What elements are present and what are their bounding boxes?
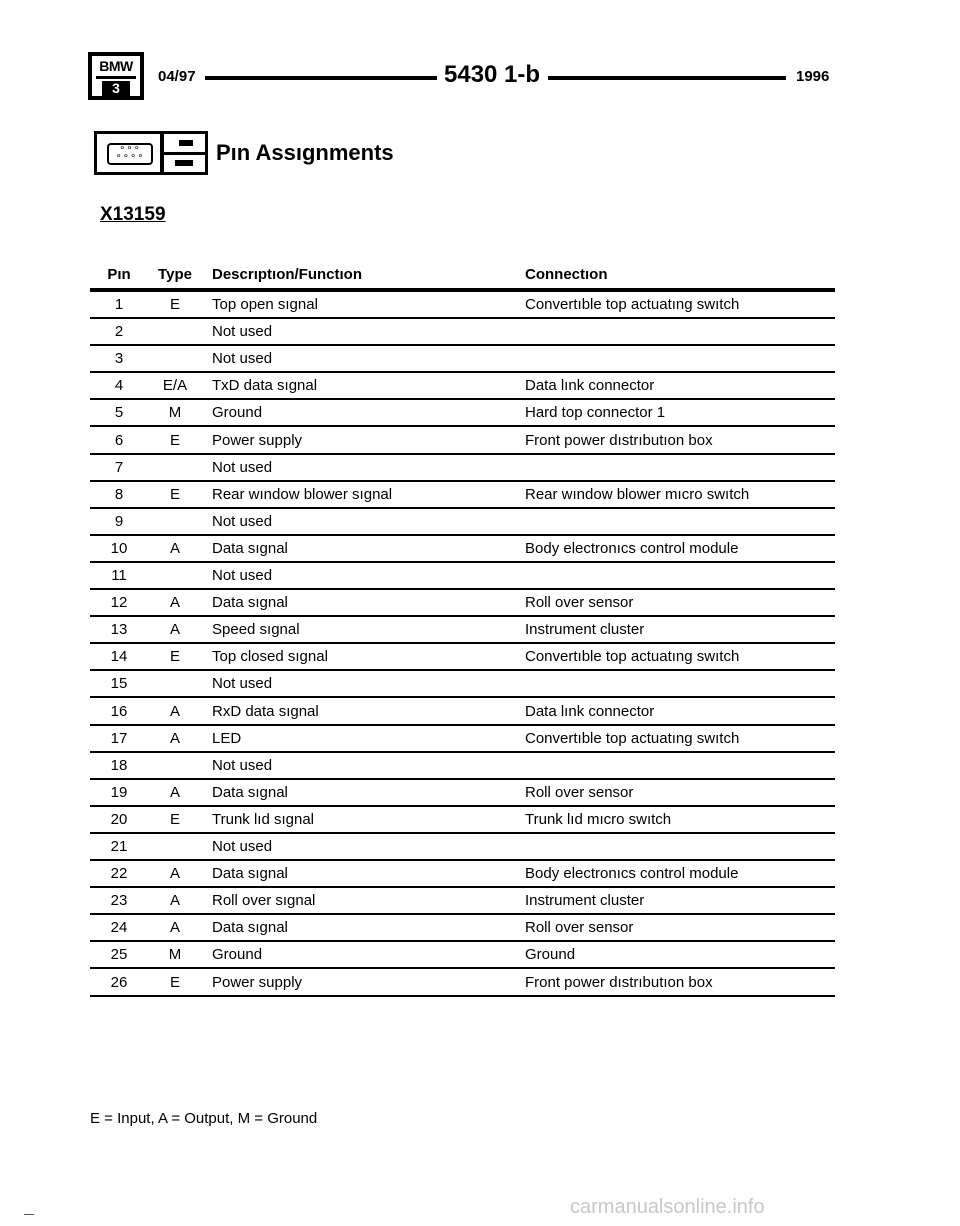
cell-description: Data sıgnal xyxy=(212,594,288,612)
cell-description: Not used xyxy=(212,458,273,476)
logo-brand-text: BMW xyxy=(99,58,133,74)
cell-pin: 1 xyxy=(114,296,124,313)
column-header-connection: Connectıon xyxy=(525,266,608,283)
header-year: 1996 xyxy=(796,68,830,85)
cell-connection: Ground xyxy=(525,946,576,964)
table-row xyxy=(90,834,835,861)
cell-description: Not used xyxy=(212,350,273,368)
cell-description: Ground xyxy=(212,946,263,964)
cell-pin: 12 xyxy=(110,594,128,612)
cell-type: E xyxy=(169,485,180,503)
cell-pin: 17 xyxy=(110,729,128,747)
watermark: carmanualsonline.info xyxy=(570,1196,765,1218)
cell-description: Not used xyxy=(212,756,273,774)
cell-description: Power supply xyxy=(212,431,303,449)
cell-type: A xyxy=(169,539,180,557)
cell-connection: Roll over sensor xyxy=(525,594,634,612)
header-rule-left xyxy=(205,76,437,80)
cell-pin: 9 xyxy=(114,512,124,530)
cell-connection: Convertıble top actuatıng swıtch xyxy=(525,729,740,747)
table-row xyxy=(90,970,835,997)
table-row xyxy=(90,780,835,807)
cell-type: A xyxy=(169,621,180,639)
cell-pin: 7 xyxy=(114,458,124,476)
cell-type: E xyxy=(169,973,180,991)
cell-pin: 3 xyxy=(114,350,124,368)
cell-pin: 21 xyxy=(110,838,128,855)
table-row xyxy=(90,373,835,400)
cell-pin: 19 xyxy=(110,783,128,801)
table-row xyxy=(90,888,835,915)
cell-pin: 10 xyxy=(110,539,128,557)
cell-connection: Hard top connector 1 xyxy=(525,404,666,422)
table-row xyxy=(90,644,835,671)
pin-arrow-out-icon xyxy=(179,140,193,146)
table-row xyxy=(90,807,835,834)
table-row xyxy=(90,428,835,455)
cell-connection: Convertıble top actuatıng swıtch xyxy=(525,296,740,313)
cell-type: A xyxy=(169,594,180,612)
cell-description: Ground xyxy=(212,404,263,422)
table-row xyxy=(90,915,835,942)
cell-type: A xyxy=(169,865,180,883)
cell-description: Data sıgnal xyxy=(212,783,288,801)
header-rule-right xyxy=(548,76,786,80)
cell-pin: 25 xyxy=(110,946,128,964)
table-row xyxy=(90,753,835,780)
pin-direction-icon xyxy=(160,131,208,175)
cell-connection: Rear wındow blower mıcro swıtch xyxy=(525,485,750,503)
table-row xyxy=(90,292,835,319)
column-header-description: Descrıptıon/Functıon xyxy=(212,266,362,283)
logo-divider xyxy=(96,76,136,79)
cell-type: E xyxy=(169,296,180,313)
cell-connection: Trunk lıd mıcro swıtch xyxy=(525,810,672,828)
row-rule xyxy=(90,995,835,997)
cell-description: Not used xyxy=(212,567,273,584)
cell-connection: Front power dıstrıbutıon box xyxy=(525,973,713,991)
cell-description: Data sıgnal xyxy=(212,919,288,937)
section-title: Pın Assıgnments xyxy=(216,140,394,165)
cell-description: Data sıgnal xyxy=(212,865,288,883)
cell-connection: Roll over sensor xyxy=(525,783,634,801)
cell-description: Not used xyxy=(212,512,273,530)
cell-connection: Body electronıcs control module xyxy=(525,865,739,883)
cell-pin: 11 xyxy=(111,567,127,584)
cell-pin: 5 xyxy=(114,404,124,422)
column-header-pin: Pın xyxy=(107,266,131,283)
table-row xyxy=(90,400,835,427)
cell-type: E/A xyxy=(162,377,188,395)
cell-type: M xyxy=(168,404,182,422)
pin-icon-divider xyxy=(163,152,205,155)
column-header-type: Type xyxy=(158,266,192,283)
cell-description: Rear wındow blower sıgnal xyxy=(212,485,393,503)
cell-type: A xyxy=(169,702,180,720)
cell-type: E xyxy=(169,810,180,828)
cell-description: Speed sıgnal xyxy=(212,621,300,639)
connector-icon xyxy=(94,131,164,175)
bmw-3-series-logo xyxy=(88,52,144,100)
cell-connection: Data lınk connector xyxy=(525,702,655,720)
cell-pin: 16 xyxy=(110,702,128,720)
cell-type: M xyxy=(168,946,182,964)
cell-pin: 18 xyxy=(110,756,128,774)
table-row xyxy=(90,942,835,969)
table-row xyxy=(90,861,835,888)
cell-pin: 23 xyxy=(110,892,128,910)
table-row xyxy=(90,455,835,482)
cell-description: Top closed sıgnal xyxy=(212,648,328,666)
cell-connection: Instrument cluster xyxy=(525,621,645,639)
table-row xyxy=(90,590,835,617)
table-row xyxy=(90,617,835,644)
table-row xyxy=(90,509,835,536)
cell-type: A xyxy=(169,892,180,910)
type-legend: E = Input, A = Output, M = Ground xyxy=(90,1110,318,1127)
connector-plug-icon: ∘∘∘ ∘∘∘∘ xyxy=(107,143,153,165)
cell-description: Not used xyxy=(212,675,273,693)
cell-pin: 22 xyxy=(110,865,128,883)
cell-pin: 2 xyxy=(114,323,124,341)
cell-pin: 26 xyxy=(110,973,128,991)
cell-description: Trunk lıd sıgnal xyxy=(212,810,314,828)
cell-description: Power supply xyxy=(212,973,303,991)
cell-pin: 8 xyxy=(114,485,124,503)
cell-description: Not used xyxy=(212,838,273,855)
cell-description: Top open sıgnal xyxy=(212,296,318,313)
cell-connection: Body electronıcs control module xyxy=(525,539,739,557)
cell-connection: Data lınk connector xyxy=(525,377,655,395)
cell-pin: 15 xyxy=(110,675,128,693)
cell-type: E xyxy=(169,648,180,666)
table-row xyxy=(90,319,835,346)
cell-pin: 24 xyxy=(110,919,128,937)
cell-connection: Convertıble top actuatıng swıtch xyxy=(525,648,740,666)
table-row xyxy=(90,482,835,509)
cell-type: E xyxy=(169,431,180,449)
cell-type: A xyxy=(169,729,180,747)
cell-connection: Roll over sensor xyxy=(525,919,634,937)
header-doc-number: 5430 1-b xyxy=(444,61,541,88)
cell-pin: 20 xyxy=(110,810,128,828)
table-row xyxy=(90,536,835,563)
cell-description: TxD data sıgnal xyxy=(212,377,318,395)
footer-mark xyxy=(24,1214,34,1215)
cell-pin: 6 xyxy=(114,431,124,449)
connector-id: X13159 xyxy=(100,204,166,225)
cell-connection: Instrument cluster xyxy=(525,892,645,910)
table-row xyxy=(90,699,835,726)
pin-arrow-in-icon xyxy=(175,160,193,166)
table-row xyxy=(90,346,835,373)
cell-type: A xyxy=(169,919,180,937)
table-row xyxy=(90,726,835,753)
table-row xyxy=(90,563,835,590)
logo-series-text: 3 xyxy=(102,81,130,96)
cell-description: Not used xyxy=(212,323,273,341)
header-date: 04/97 xyxy=(158,68,196,85)
cell-pin: 4 xyxy=(114,377,124,395)
cell-description: Data sıgnal xyxy=(212,539,288,557)
table-row xyxy=(90,671,835,698)
cell-connection: Front power dıstrıbutıon box xyxy=(525,431,713,449)
cell-pin: 14 xyxy=(110,648,128,666)
cell-description: RxD data sıgnal xyxy=(212,702,319,720)
cell-pin: 13 xyxy=(110,621,128,639)
cell-description: Roll over sıgnal xyxy=(212,892,316,910)
cell-type: A xyxy=(169,783,180,801)
cell-description: LED xyxy=(212,729,242,747)
